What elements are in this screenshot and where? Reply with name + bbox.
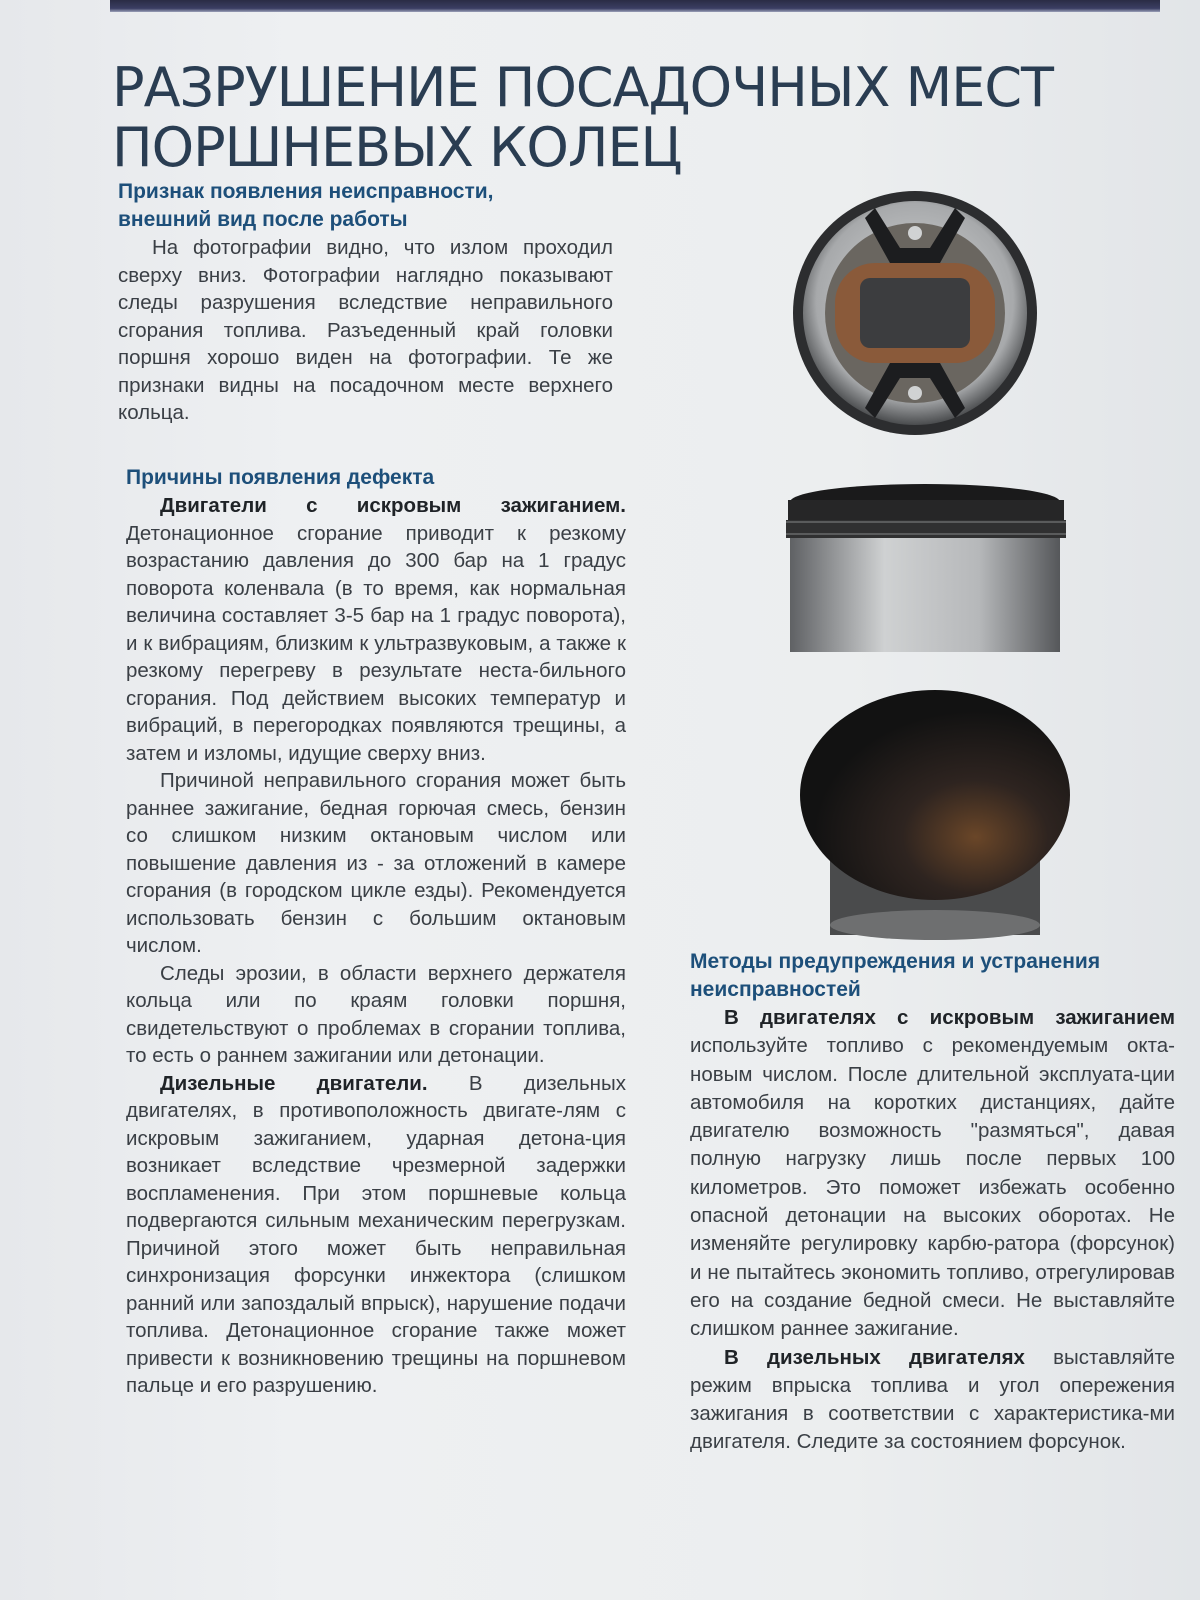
causes-paragraph-erosion: Следы эрозии, в области верхнего держателя кольца или по краям головки поршня, свидетельствуют о проблемах в сгорании топлива, то есть о раннем зажигании или детонации. [126,961,626,1067]
symptom-heading-line-2: внешний вид после работы [118,208,408,231]
prevention-spark-text: используйте топливо с рекомендуемым окта-новым числом. После длительной эксплуата-ции автомобиля на коротких дистанциях, дайте двигателю возможность "размяться", давая полную нагрузку лишь после первых 100 километров. Это поможет избежать особенно опасной детонации на высоких оборотах. Не изменяйте регулировку карбю-ратора (форсунок) и не пытайтесь экономить топливо, отрегулировав его на создание бедной смеси. Не выставляйте слишком раннее зажигание. [690,1034,1175,1341]
top-color-band [110,0,1160,12]
title-line-2: ПОРШНЕВЫХ КОЛЕЦ [112,116,682,179]
symptom-heading [118,178,613,234]
prevention-paragraph-diesel [690,1344,1175,1457]
piston-crown-view-photo [800,690,1080,940]
symptom-text: На фотографии видно, что излом проходил сверху вниз. Фотографии наглядно показывают следы разрушения вследствие неправильного сгорания топлива. Разъеденный край головки поршня хорошо виден на фотографии. Те же признаки видны на посадочном месте верхнего кольца. [118,236,613,424]
causes-paragraph-diesel [126,1070,626,1400]
causes-diesel-label: Дизельные двигатели. [160,1071,428,1095]
causes-section [126,464,626,1400]
prevention-paragraph-spark [690,1004,1175,1344]
prevention-heading-line-2: неисправностей [690,978,861,1001]
causes-paragraph-combustion: Причиной неправильного сгорания может быть раннее зажигание, бедная горючая смесь, бензин со слишком низким октановым числом или повышение давления из - за отложений в камере сгорания (в городском цикле езды). Рекомендуется использовать бензин с большим октановым числом. [126,769,626,957]
page-title [112,58,1152,178]
causes-paragraph-spark [126,492,626,767]
prevention-spark-label: В двигателях с искровым зажиганием [724,1006,1175,1029]
causes-spark-text: Детонационное сгорание приводит к резкому возрастанию давления до 300 бар на 1 градус поворота коленвала (в то время, как нормальная величина составляет 3-5 бар на 1 градус поворота), и к вибрациям, близким к ультразвуковым, а также к резкому перегреву в результате неста-бильного сгорания. Под действием высоких температур и вибраций, в перегородках появляются трещины, а затем и изломы, идущие сверху вниз. [126,521,626,765]
symptom-section [118,178,613,427]
causes-heading: Причины появления дефекта [126,466,435,489]
causes-spark-label: Двигатели с искровым зажиганием. [160,494,626,517]
piston-side-view-photo [780,482,1080,652]
symptom-heading-line-1: Признак появления неисправности, [118,180,494,203]
prevention-section [690,948,1175,1457]
prevention-diesel-text: выставляйте режим впрыска топлива и угол опережения зажигания в соответствии с характеристика-ми двигателя. Следите за состоянием форсунок. [690,1345,1176,1454]
piston-top-view-photo [790,188,1040,438]
causes-diesel-text: В дизельных двигателях, в противоположность двигате-лям с искровым зажиганием, ударная детона-ция возникает вследствие чрезмерной задержки воспламенения. При этом поршневые кольца подвергаются сильным механическим перегрузкам. Причиной этого может быть неправильная синхронизация форсунки инжектора (слишком ранний или запоздалый впрыск), нарушение подачи топлива. Детонационное сгорание также может привести к возникновению трещины на поршневом пальце и его разрушению. [126,1071,626,1397]
title-line-1: РАЗРУШЕНИЕ ПОСАДОЧНЫХ МЕСТ [112,56,1054,119]
prevention-diesel-label: В дизельных двигателях [724,1345,1025,1369]
prevention-heading [690,948,1175,1004]
prevention-heading-line-1: Методы предупреждения и устранения [690,950,1101,973]
